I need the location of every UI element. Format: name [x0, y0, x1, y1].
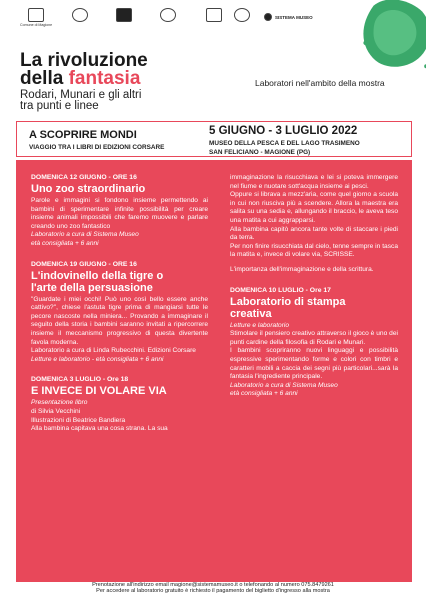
event-age: età consigliata + 6 anni: [31, 239, 99, 247]
title-line-2: della fantasia: [20, 68, 141, 89]
event-credit: Laboratorio a cura di Linda Rubecchini. Edizioni Corsare: [31, 347, 196, 355]
emblem-icon: [72, 8, 88, 22]
event-date: DOMENICA 10 LUGLIO - Ore 17: [230, 286, 331, 294]
event-description: I bambini scopriranno nuovi linguaggi e possibilità espressive sperimentando forme e colori con timbri e caratteri mobili a caccia dei segni più particolari...sarà la fantasia l'ingrediente principale.: [230, 347, 398, 381]
event-4: [230, 287, 398, 399]
lab-note: Laboratori nell'ambito della mostra: [255, 78, 385, 88]
title-accent: fantasia: [68, 68, 141, 89]
partner-logo-5: [206, 8, 222, 22]
event-3-continued: immaginazione la risucchiava e lei si poteva immergere nel fiume e nuotare sott'acqua insieme ai pesci. Oppure si librava a mezz'aria, come quel giorno a scuola in cui non riusciva più a scendere. Allora la maestra era salita su una sedia e, allungando il braccio, le aveva teso una matita a cui aggrapparsi. Alla bambina capitò ancora tante volte di staccare i piedi da terra. Per non finire risucchiata dal cielo, tenne sempre in tasca la matita e, invece di volare via, SCRISSE. L'importanza dell'immaginazione e della scrittura.: [230, 174, 398, 273]
events-column-right: [230, 168, 398, 399]
event-illustrator: Illustrazioni di Beatrice Bandiera: [31, 416, 126, 424]
event-title: E INVECE DI VOLARE VIA: [31, 385, 167, 398]
sistema-museo-logo: [264, 13, 313, 21]
page-title: [20, 52, 148, 88]
event-title: L'indovinello della tigre o l'arte della persuasione: [31, 269, 164, 294]
partner-logo-6: [234, 8, 250, 22]
partner-logos: [20, 8, 340, 36]
paint-splash-decoration: [354, 0, 426, 76]
event-title: Uno zoo straordinario: [31, 183, 146, 195]
page-subtitle: Rodari, Munari e gli altri tra punti e linee: [20, 89, 142, 112]
emblem-icon: [160, 8, 176, 22]
museum-icon: [264, 13, 272, 21]
exhibition-place: MUSEO DELLA PESCA E DEL LAGO TRASIMENO SAN FELICIANO - MAGIONE (PG): [209, 140, 360, 156]
event-type: Letture e laboratorio: [230, 321, 290, 329]
event-1: [31, 174, 208, 249]
discover-subheading: VIAGGIO TRA I LIBRI DI EDIZIONI CORSARE: [29, 144, 165, 151]
partner-logo-4: [160, 8, 176, 22]
comune-magione-logo: [20, 8, 52, 27]
event-date: DOMENICA 12 GIUGNO - ORE 16: [31, 174, 137, 181]
events-panel: [16, 160, 412, 582]
event-date: DOMENICA 3 LUGLIO - Ore 18: [31, 376, 129, 384]
event-credit: Laboratorio a cura di Sistema Museo: [31, 231, 139, 239]
event-age: età consigliata + 6 anni: [230, 390, 298, 398]
partner-logo-2: [72, 8, 88, 22]
event-description: Alla bambina capitava una cosa strana. La sua: [31, 425, 168, 433]
emblem-icon: [234, 8, 250, 22]
event-title: Laboratorio di stampa creativa: [230, 295, 346, 320]
discover-banner: [16, 121, 412, 157]
sistema-museo-label: SISTEMA MUSEO: [275, 14, 313, 20]
event-description: "Guardate i miei occhi! Può uno così bello essere anche cattivo?", chiese l'astuta tigre prima di mangiarsi tutte le pecore nascoste nella miniera... Provando a immaginare il seguito della storia i bambini saranno invitati a ripercorrere insieme il meccanismo progressivo di questa divertente favola moderna.: [31, 295, 208, 346]
event-3: [31, 376, 208, 433]
event-description: Stimolare il pensiero creativo attraverso il gioco è uno dei punti cardine della filosofia di Rodari e Munari.: [230, 330, 398, 346]
event-date: DOMENICA 19 GIUGNO - ORE 16: [31, 260, 137, 268]
logo-caption: Comune di Magione: [20, 23, 53, 27]
event-credit: Laboratorio a cura di Sistema Museo: [230, 381, 338, 389]
title-line-1: La rivoluzione: [20, 50, 148, 71]
footer-ticket: Per accedere al laboratorio gratuito è richiesto il pagamento del biglietto d'ingresso alla mostra: [96, 588, 330, 594]
event-type: Presentazione libro: [31, 399, 88, 407]
event-age: Letture e laboratorio - età consigliata + 6 anni: [31, 355, 164, 363]
crest-icon: [28, 8, 44, 22]
event-2: [31, 261, 208, 365]
event-description: Parole e immagini si fondono insieme permettendo ai bambini di sperimentare infinite possibilità per creare insieme animali impossibili che faremo muovere e parlare creando uno zoo fantastico: [31, 197, 208, 230]
emblem-icon: [116, 8, 132, 22]
event-author: di Silvia Vecchini: [31, 407, 81, 415]
footer-booking: Prenotazione all'indirizzo email magione@sistemamuseo.it o telefonando al numero 075.8479261: [92, 582, 334, 588]
events-column-left: [31, 168, 208, 434]
exhibition-dates: 5 GIUGNO - 3 LUGLIO 2022: [209, 125, 358, 137]
emblem-icon: [206, 8, 222, 22]
partner-logo-3: [116, 8, 132, 22]
discover-heading: A SCOPRIRE MONDI: [29, 129, 137, 141]
